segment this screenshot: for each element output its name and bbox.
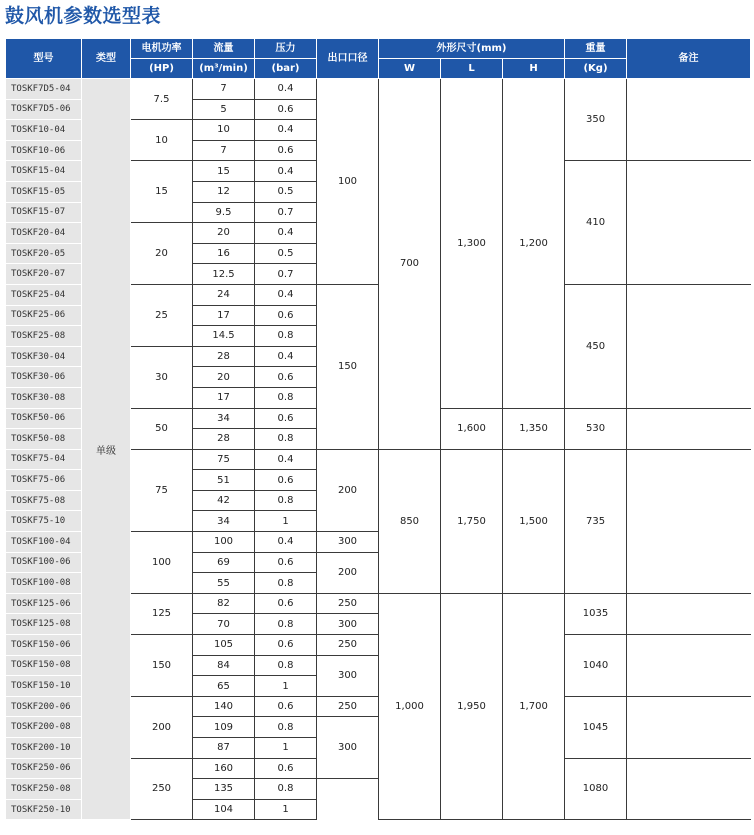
- outlet-cell: 250: [317, 696, 379, 717]
- flow-cell: 34: [193, 511, 255, 532]
- flow-cell: 12.5: [193, 264, 255, 285]
- model-cell: TOSKF200-06: [6, 696, 82, 717]
- flow-cell: 17: [193, 305, 255, 326]
- flow-cell: 160: [193, 758, 255, 779]
- model-cell: TOSKF25-08: [6, 326, 82, 347]
- note-cell: [627, 449, 751, 593]
- power-cell: 150: [131, 635, 193, 697]
- model-cell: TOSKF75-04: [6, 449, 82, 470]
- power-cell: 250: [131, 758, 193, 820]
- flow-cell: 84: [193, 655, 255, 676]
- model-cell: TOSKF30-08: [6, 387, 82, 408]
- model-cell: TOSKF100-08: [6, 573, 82, 594]
- model-cell: TOSKF75-06: [6, 470, 82, 491]
- weight-cell: 735: [565, 449, 627, 593]
- weight-cell: 450: [565, 284, 627, 408]
- width-cell: 700: [379, 79, 441, 450]
- pressure-cell: 0.4: [255, 449, 317, 470]
- model-cell: TOSKF75-08: [6, 490, 82, 511]
- note-cell: [627, 161, 751, 285]
- power-cell: 30: [131, 346, 193, 408]
- flow-cell: 51: [193, 470, 255, 491]
- note-cell: [627, 284, 751, 408]
- model-cell: TOSKF200-08: [6, 717, 82, 738]
- pressure-cell: 0.4: [255, 284, 317, 305]
- model-cell: TOSKF20-07: [6, 264, 82, 285]
- flow-cell: 5: [193, 99, 255, 120]
- flow-cell: 104: [193, 799, 255, 820]
- power-cell: 20: [131, 223, 193, 285]
- length-cell: 1,950: [441, 593, 503, 820]
- note-cell: [627, 408, 751, 449]
- outlet-cell: 250: [317, 593, 379, 614]
- blower-spec-table: [5, 38, 751, 820]
- header-type: 类型: [82, 39, 131, 79]
- length-cell: 1,600: [441, 408, 503, 449]
- pressure-cell: 0.4: [255, 346, 317, 367]
- pressure-cell: 0.4: [255, 161, 317, 182]
- header-model: 型号: [6, 39, 82, 79]
- model-cell: TOSKF125-08: [6, 614, 82, 635]
- page-title: 鼓风机参数选型表: [5, 5, 162, 27]
- flow-cell: 10: [193, 120, 255, 141]
- model-cell: TOSKF125-06: [6, 593, 82, 614]
- pressure-cell: 0.6: [255, 696, 317, 717]
- note-cell: [627, 593, 751, 634]
- note-cell: [627, 635, 751, 697]
- flow-cell: 20: [193, 367, 255, 388]
- note-cell: [627, 758, 751, 820]
- model-cell: TOSKF100-04: [6, 532, 82, 553]
- pressure-cell: 0.8: [255, 429, 317, 450]
- flow-cell: 105: [193, 635, 255, 656]
- table-header: [6, 39, 751, 79]
- flow-cell: 70: [193, 614, 255, 635]
- model-cell: TOSKF7D5-04: [6, 79, 82, 100]
- flow-cell: 55: [193, 573, 255, 594]
- flow-cell: 140: [193, 696, 255, 717]
- flow-cell: 28: [193, 429, 255, 450]
- model-cell: TOSKF150-08: [6, 655, 82, 676]
- model-cell: TOSKF15-05: [6, 181, 82, 202]
- power-cell: 50: [131, 408, 193, 449]
- width-cell: 1,000: [379, 593, 441, 820]
- pressure-cell: 0.5: [255, 181, 317, 202]
- header-weight-unit: (Kg): [565, 59, 627, 79]
- header-flow-unit: (m³/min): [193, 59, 255, 79]
- pressure-cell: 0.6: [255, 408, 317, 429]
- model-cell: TOSKF150-06: [6, 635, 82, 656]
- model-cell: TOSKF250-06: [6, 758, 82, 779]
- model-cell: TOSKF15-04: [6, 161, 82, 182]
- power-cell: 25: [131, 284, 193, 346]
- pressure-cell: 0.6: [255, 593, 317, 614]
- header-power: 电机功率: [131, 39, 193, 59]
- flow-cell: 15: [193, 161, 255, 182]
- pressure-cell: 0.4: [255, 532, 317, 553]
- header-flow: 流量: [193, 39, 255, 59]
- note-cell: [627, 696, 751, 758]
- model-cell: TOSKF100-06: [6, 552, 82, 573]
- flow-cell: 28: [193, 346, 255, 367]
- flow-cell: 9.5: [193, 202, 255, 223]
- pressure-cell: 1: [255, 799, 317, 820]
- weight-cell: 1040: [565, 635, 627, 697]
- height-cell: 1,200: [503, 79, 565, 409]
- outlet-cell: 300: [317, 655, 379, 696]
- model-cell: TOSKF10-06: [6, 140, 82, 161]
- flow-cell: 135: [193, 779, 255, 800]
- flow-cell: 87: [193, 738, 255, 759]
- header-outlet: 出口口径: [317, 39, 379, 79]
- header-w: W: [379, 59, 441, 79]
- outlet-cell: 100: [317, 79, 379, 285]
- power-cell: 7.5: [131, 79, 193, 120]
- outlet-cell: 150: [317, 284, 379, 449]
- pressure-cell: 0.6: [255, 758, 317, 779]
- weight-cell: 1045: [565, 696, 627, 758]
- power-cell: 125: [131, 593, 193, 634]
- pressure-cell: 1: [255, 676, 317, 697]
- width-cell: 850: [379, 449, 441, 593]
- weight-cell: 1080: [565, 758, 627, 820]
- pressure-cell: 0.7: [255, 202, 317, 223]
- pressure-cell: 0.8: [255, 387, 317, 408]
- model-cell: TOSKF30-06: [6, 367, 82, 388]
- header-power-unit: (HP): [131, 59, 193, 79]
- model-cell: TOSKF150-10: [6, 676, 82, 697]
- header-note: 备注: [627, 39, 751, 79]
- flow-cell: 20: [193, 223, 255, 244]
- pressure-cell: 0.8: [255, 326, 317, 347]
- pressure-cell: 0.8: [255, 573, 317, 594]
- flow-cell: 12: [193, 181, 255, 202]
- model-cell: TOSKF250-08: [6, 779, 82, 800]
- power-cell: 100: [131, 532, 193, 594]
- model-cell: TOSKF50-08: [6, 429, 82, 450]
- outlet-cell: 200: [317, 552, 379, 593]
- flow-cell: 7: [193, 140, 255, 161]
- model-cell: TOSKF25-04: [6, 284, 82, 305]
- flow-cell: 7: [193, 79, 255, 100]
- type-cell: 单级: [82, 79, 131, 820]
- pressure-cell: 0.4: [255, 120, 317, 141]
- outlet-cell: 300: [317, 614, 379, 635]
- model-cell: TOSKF75-10: [6, 511, 82, 532]
- pressure-cell: 1: [255, 511, 317, 532]
- pressure-cell: 0.6: [255, 470, 317, 491]
- pressure-cell: 0.6: [255, 305, 317, 326]
- flow-cell: 82: [193, 593, 255, 614]
- weight-cell: 1035: [565, 593, 627, 634]
- power-cell: 75: [131, 449, 193, 531]
- model-cell: TOSKF20-04: [6, 223, 82, 244]
- outlet-cell: 250: [317, 635, 379, 656]
- header-weight: 重量: [565, 39, 627, 59]
- weight-cell: 530: [565, 408, 627, 449]
- outlet-cell: 300: [317, 717, 379, 779]
- header-pressure-unit: (bar): [255, 59, 317, 79]
- flow-cell: 69: [193, 552, 255, 573]
- length-cell: 1,750: [441, 449, 503, 593]
- length-cell: 1,300: [441, 79, 503, 409]
- model-cell: TOSKF250-10: [6, 799, 82, 820]
- power-cell: 200: [131, 696, 193, 758]
- pressure-cell: 0.6: [255, 140, 317, 161]
- power-cell: 15: [131, 161, 193, 223]
- header-dims: 外形尺寸(mm): [379, 39, 565, 59]
- model-cell: TOSKF200-10: [6, 738, 82, 759]
- pressure-cell: 0.8: [255, 779, 317, 800]
- flow-cell: 16: [193, 243, 255, 264]
- model-cell: TOSKF15-07: [6, 202, 82, 223]
- flow-cell: 14.5: [193, 326, 255, 347]
- pressure-cell: 0.8: [255, 717, 317, 738]
- flow-cell: 65: [193, 676, 255, 697]
- pressure-cell: 0.5: [255, 243, 317, 264]
- pressure-cell: 0.4: [255, 79, 317, 100]
- height-cell: 1,350: [503, 408, 565, 449]
- flow-cell: 109: [193, 717, 255, 738]
- flow-cell: 42: [193, 490, 255, 511]
- pressure-cell: 0.4: [255, 223, 317, 244]
- pressure-cell: 0.8: [255, 614, 317, 635]
- pressure-cell: 0.8: [255, 490, 317, 511]
- header-l: L: [441, 59, 503, 79]
- flow-cell: 34: [193, 408, 255, 429]
- model-cell: TOSKF25-06: [6, 305, 82, 326]
- weight-cell: 350: [565, 79, 627, 161]
- outlet-cell: 300: [317, 532, 379, 553]
- model-cell: TOSKF20-05: [6, 243, 82, 264]
- flow-cell: 24: [193, 284, 255, 305]
- pressure-cell: 0.6: [255, 635, 317, 656]
- header-pressure: 压力: [255, 39, 317, 59]
- pressure-cell: 1: [255, 738, 317, 759]
- power-cell: 10: [131, 120, 193, 161]
- pressure-cell: 0.6: [255, 367, 317, 388]
- model-cell: TOSKF50-06: [6, 408, 82, 429]
- height-cell: 1,500: [503, 449, 565, 593]
- note-cell: [627, 79, 751, 161]
- weight-cell: 410: [565, 161, 627, 285]
- outlet-cell: 200: [317, 449, 379, 531]
- flow-cell: 75: [193, 449, 255, 470]
- table-row: [6, 79, 751, 100]
- pressure-cell: 0.8: [255, 655, 317, 676]
- model-cell: TOSKF10-04: [6, 120, 82, 141]
- flow-cell: 100: [193, 532, 255, 553]
- model-cell: TOSKF7D5-06: [6, 99, 82, 120]
- pressure-cell: 0.6: [255, 99, 317, 120]
- height-cell: 1,700: [503, 593, 565, 820]
- flow-cell: 17: [193, 387, 255, 408]
- model-cell: TOSKF30-04: [6, 346, 82, 367]
- header-h: H: [503, 59, 565, 79]
- pressure-cell: 0.7: [255, 264, 317, 285]
- pressure-cell: 0.6: [255, 552, 317, 573]
- table-body: [6, 79, 751, 820]
